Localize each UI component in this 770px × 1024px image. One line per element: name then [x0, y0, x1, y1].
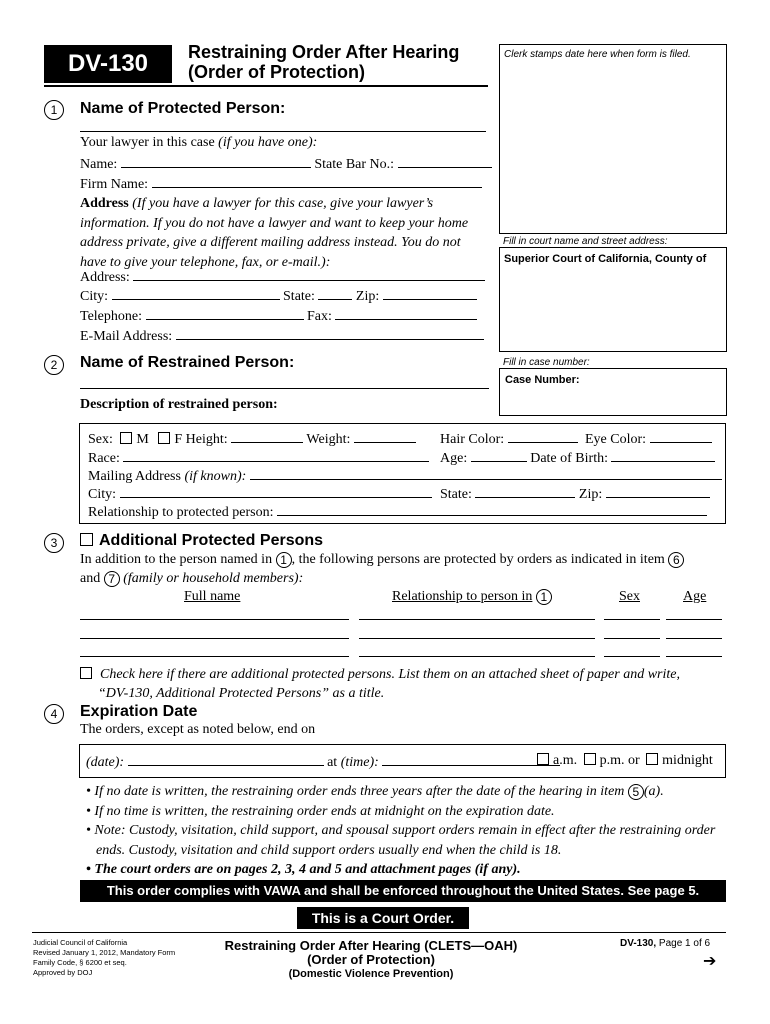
- sex-m-checkbox[interactable]: [120, 432, 132, 444]
- additional-persons-checkbox[interactable]: [80, 533, 93, 546]
- description-title: Description of restrained person:: [80, 397, 278, 412]
- zip-label: Zip:: [355, 289, 380, 304]
- hair-color-field[interactable]: [508, 430, 578, 443]
- description-box: Sex: M F Height: Weight: Hair Color: Eye Color: Race: Age: Date of Birth: Mailing Address (if known): City: State: Zip: Relationship to protected person:: [79, 423, 726, 524]
- expiration-box: [79, 744, 726, 778]
- footer-left: Judicial Council of California Revised January 1, 2012, Mandatory Form Family Code, § 6200 et seq. Approved by DOJ: [33, 938, 176, 977]
- form-title-line2: (Order of Protection): [188, 62, 366, 82]
- pm-checkbox[interactable]: [584, 753, 596, 765]
- eye-color-field[interactable]: [650, 430, 712, 443]
- protected-person-name-line[interactable]: [80, 131, 486, 132]
- section-1-number: 1: [44, 100, 64, 120]
- section-3-intro-2: and 7 (family or household members):: [80, 571, 304, 586]
- person-3-age[interactable]: [666, 656, 722, 657]
- restrained-zip-label: Zip:: [578, 487, 603, 502]
- col-relationship: Relationship to person in 1: [392, 589, 552, 605]
- restrained-state-label: State:: [440, 487, 472, 502]
- section-1-title: Name of Protected Person:: [80, 100, 286, 117]
- section-4-intro: The orders, except as noted below, end on: [80, 722, 316, 737]
- section-4-title: Expiration Date: [80, 703, 198, 720]
- note-2: • If no time is written, the restraining order ends at midnight on the expiration date.: [86, 802, 726, 822]
- note-3-cont: ends. Custody, visitation and child support orders usually end when the child is 18.: [96, 842, 562, 858]
- mailing-address-label: Mailing Address (if known):: [88, 469, 247, 484]
- restrained-city-field[interactable]: [120, 485, 432, 498]
- clerk-stamp-label: Clerk stamps date here when form is filed.: [504, 49, 691, 60]
- relationship-field[interactable]: [277, 503, 707, 516]
- weight-label: Weight:: [306, 432, 351, 447]
- dob-field[interactable]: [611, 449, 715, 462]
- next-page-arrow-icon: ➔: [703, 953, 717, 970]
- zip-field[interactable]: [383, 287, 477, 300]
- case-number-box[interactable]: [499, 368, 727, 416]
- address-field[interactable]: [133, 268, 485, 281]
- clerk-stamp-box[interactable]: [499, 44, 727, 234]
- person-1-name[interactable]: [80, 619, 349, 620]
- note-1: • If no date is written, the restraining order ends three years after the date of the hearing in item 5 (a).: [86, 782, 726, 802]
- person-3-name[interactable]: [80, 656, 349, 657]
- state-label: State:: [283, 289, 315, 304]
- person-3-sex[interactable]: [604, 656, 660, 657]
- more-persons-checkbox[interactable]: [80, 667, 92, 679]
- age-label: Age:: [440, 451, 468, 466]
- expiration-notes: [86, 782, 726, 880]
- telephone-field[interactable]: [146, 307, 304, 320]
- mailing-address-field[interactable]: [250, 467, 722, 480]
- lawyer-name-field[interactable]: [121, 155, 311, 168]
- person-3-relationship[interactable]: [359, 656, 595, 657]
- fax-label: Fax:: [307, 309, 332, 324]
- exp-time-field[interactable]: [382, 753, 560, 766]
- am-label: a.m.: [553, 753, 578, 768]
- midnight-checkbox[interactable]: [646, 753, 658, 765]
- state-field[interactable]: [318, 287, 352, 300]
- exp-time-label: (time):: [340, 755, 379, 770]
- person-2-age[interactable]: [666, 638, 722, 639]
- restrained-zip-field[interactable]: [606, 485, 710, 498]
- person-1-relationship[interactable]: [359, 619, 595, 620]
- firm-name-field[interactable]: [152, 175, 482, 188]
- state-bar-label: State Bar No.:: [314, 157, 395, 172]
- court-name-label: Superior Court of California, County of: [504, 253, 707, 265]
- age-field[interactable]: [471, 449, 527, 462]
- note-3: • Note: Custody, visitation, child support, and spousal support orders remain in effect after the restraining order: [86, 821, 726, 841]
- section-3-intro: In addition to the person named in 1 , the following persons are protected by orders as indicated in item 6: [80, 552, 684, 568]
- section-2-number: 2: [44, 355, 64, 375]
- restrained-state-field[interactable]: [475, 485, 575, 498]
- height-field[interactable]: [231, 430, 303, 443]
- race-field[interactable]: [123, 449, 429, 462]
- vawa-banner: This order complies with VAWA and shall be enforced throughout the United States. See page 5.: [80, 880, 726, 902]
- weight-field[interactable]: [354, 430, 416, 443]
- col-age: Age: [683, 589, 707, 604]
- firm-name-label: Firm Name:: [80, 177, 149, 192]
- restrained-person-name-line[interactable]: [80, 388, 489, 389]
- email-label: E-Mail Address:: [80, 329, 173, 344]
- person-1-sex[interactable]: [604, 619, 660, 620]
- exp-date-field[interactable]: [128, 753, 324, 766]
- footer-title: Restraining Order After Hearing (CLETS—OAH) (Order of Protection) (Domestic Violence Prevention): [224, 938, 518, 980]
- case-number-hint: Fill in case number:: [503, 357, 590, 368]
- court-name-box[interactable]: [499, 247, 727, 352]
- court-order-banner: This is a Court Order.: [297, 907, 469, 929]
- form-title-line1: Restraining Order After Hearing: [188, 42, 460, 62]
- case-number-label: Case Number:: [505, 374, 580, 386]
- person-2-relationship[interactable]: [359, 638, 595, 639]
- dob-label: Date of Birth:: [530, 451, 608, 466]
- person-2-name[interactable]: [80, 638, 349, 639]
- restrained-city-label: City:: [88, 487, 117, 502]
- email-field[interactable]: [176, 327, 484, 340]
- note-4: • The court orders are on pages 2, 3, 4 and 5 and attachment pages (if any).: [86, 860, 726, 880]
- race-label: Race:: [88, 451, 120, 466]
- exp-date-label: (date):: [86, 755, 125, 770]
- exp-at-label: at: [327, 755, 338, 770]
- address-instructions: Address (If you have a lawyer for this case, give your lawyer’s information. If you do not have a lawyer and want to keep your home address private, give a different mailing address instead. You do not have to give your telephone, fax, or e-mail.):: [80, 196, 469, 270]
- person-2-sex[interactable]: [604, 638, 660, 639]
- person-1-age[interactable]: [666, 619, 722, 620]
- sex-f-checkbox[interactable]: [158, 432, 170, 444]
- col-sex: Sex: [619, 589, 640, 604]
- height-label: Height:: [185, 432, 228, 447]
- city-label: City:: [80, 289, 109, 304]
- form-id-badge: DV-130: [44, 45, 172, 83]
- relationship-label: Relationship to protected person:: [88, 505, 274, 520]
- col-full-name: Full name: [184, 589, 241, 604]
- more-persons-note: Check here if there are additional protected persons. List them on an attached sheet of paper and write, “DV-130, Additional Protected Persons” as a title.: [80, 665, 680, 703]
- eye-color-label: Eye Color:: [585, 432, 647, 447]
- fax-field[interactable]: [335, 307, 477, 320]
- section-4-number: 4: [44, 704, 64, 724]
- section-3-number: 3: [44, 533, 64, 553]
- midnight-label: midnight: [662, 753, 713, 768]
- section-3-title: Additional Protected Persons: [80, 532, 323, 550]
- state-bar-field[interactable]: [398, 155, 492, 168]
- address-label: Address:: [80, 270, 130, 285]
- am-checkbox[interactable]: [537, 753, 549, 765]
- sex-label: Sex:: [88, 432, 113, 447]
- court-name-hint: Fill in court name and street address:: [503, 236, 668, 247]
- lawyer-name-label: Name:: [80, 157, 118, 172]
- hair-color-label: Hair Color:: [440, 432, 505, 447]
- telephone-label: Telephone:: [80, 309, 142, 324]
- form-title: [188, 42, 459, 82]
- city-field[interactable]: [112, 287, 280, 300]
- lawyer-prompt: Your lawyer in this case (if you have one):: [80, 135, 318, 150]
- section-2-title: Name of Restrained Person:: [80, 354, 295, 371]
- pm-label: p.m. or: [599, 753, 640, 768]
- page-number: DV-130, Page 1 of 6: [620, 938, 711, 949]
